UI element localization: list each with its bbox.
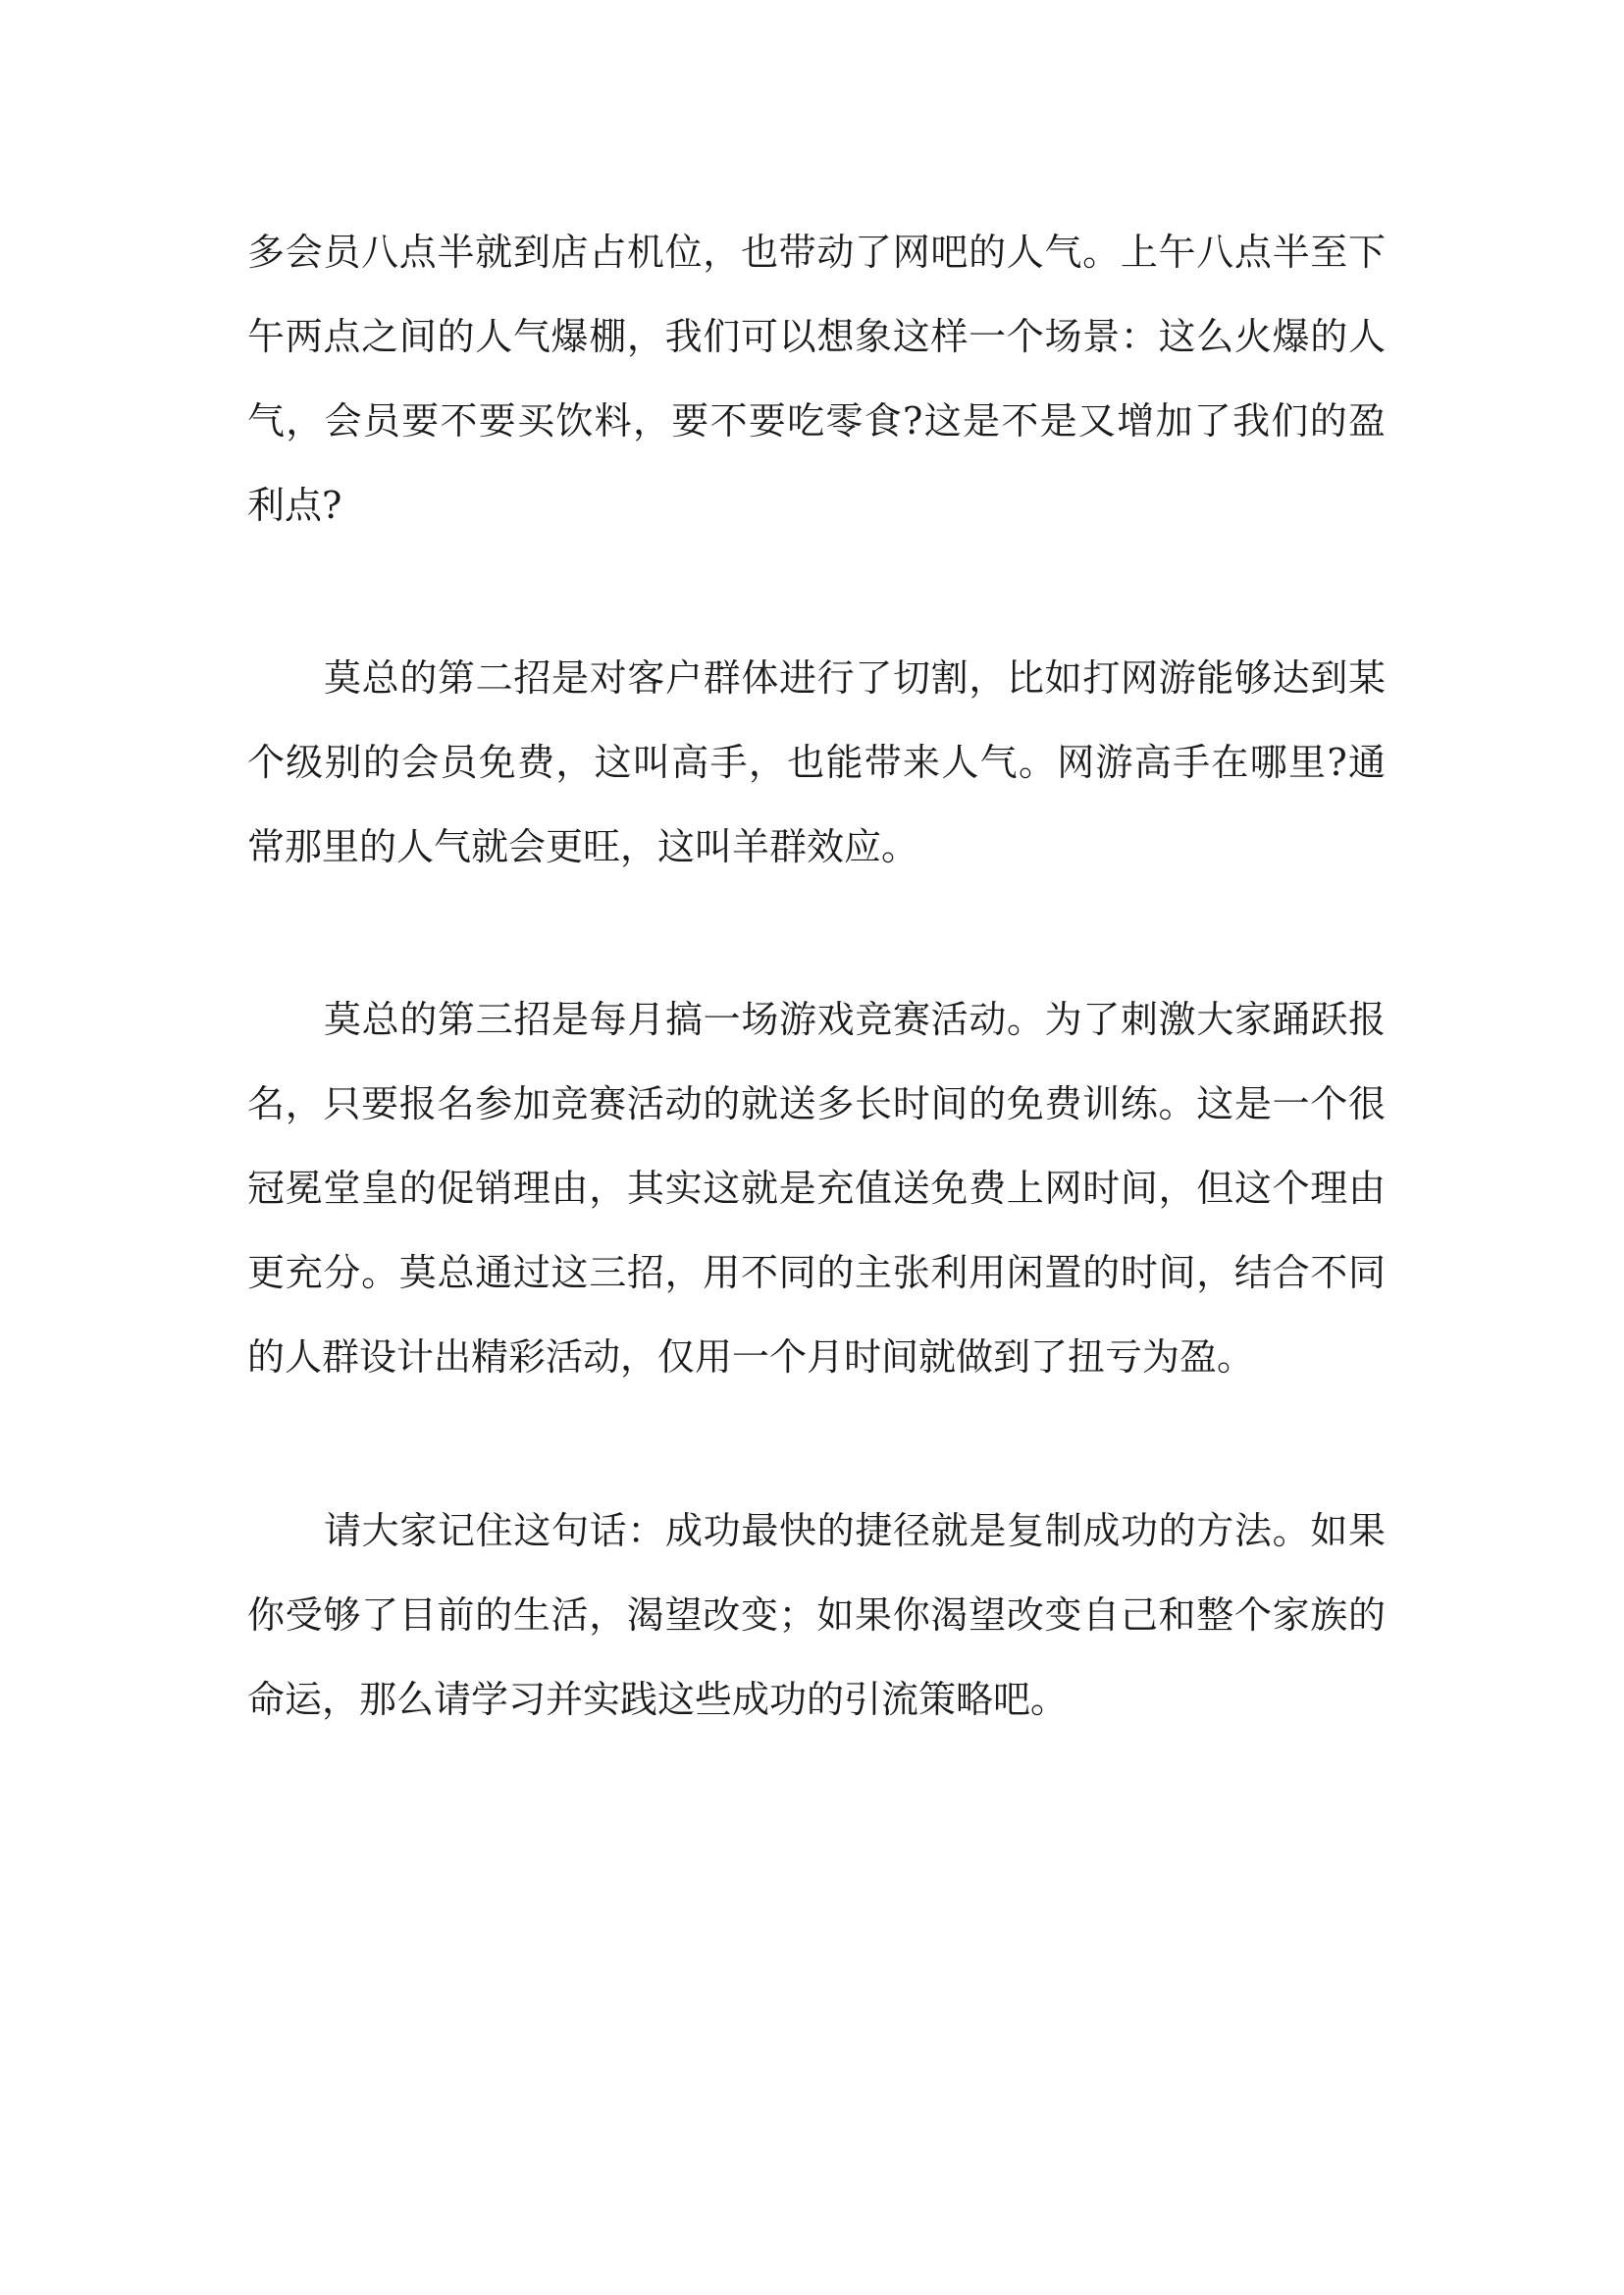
paragraph-1-line-1: 多会员八点半就到店占机位，也带动了网吧的人气。上午八点半至下 [247,231,1386,274]
paragraph-2-line-2: 个级别的会员免费，这叫高手，也能带来人气。网游高手在哪里?通 [247,741,1386,784]
paragraph-3-line-3: 冠冕堂皇的促销理由，其实这就是充值送免费上网时间，但这个理由 [247,1167,1386,1210]
paragraph-3-line-5: 的人群设计出精彩活动，仅用一个月时间就做到了扭亏为盈。 [247,1335,1255,1379]
paragraph-4-line-1: 请大家记住这句话：成功最快的捷径就是复制成功的方法。如果 [324,1509,1386,1552]
paragraph-3-line-2: 名，只要报名参加竞赛活动的就送多长时间的免费训练。这是一个很 [247,1082,1386,1125]
paragraph-2-line-3: 常那里的人气就会更旺，这叫羊群效应。 [247,825,919,868]
paragraph-3-line-1: 莫总的第三招是每月搞一场游戏竞赛活动。为了刺激大家踊跃报 [324,998,1386,1041]
paragraph-4-line-2: 你受够了目前的生活，渴望改变；如果你渴望改变自己和整个家族的 [247,1593,1386,1637]
paragraph-3-line-4: 更充分。莫总通过这三招，用不同的主张利用闲置的时间，结合不同 [247,1251,1386,1294]
paragraph-2-line-1: 莫总的第二招是对客户群体进行了切割，比如打网游能够达到某 [324,656,1386,700]
paragraph-1-line-2: 午两点之间的人气爆棚，我们可以想象这样一个场景：这么火爆的人 [247,315,1386,358]
paragraph-4-line-3: 命运，那么请学习并实践这些成功的引流策略吧。 [247,1678,1069,1721]
paragraph-1-line-3: 气，会员要不要买饮料，要不要吃零食?这是不是又增加了我们的盈 [247,399,1386,443]
paragraph-1-line-4: 利点? [247,484,342,527]
